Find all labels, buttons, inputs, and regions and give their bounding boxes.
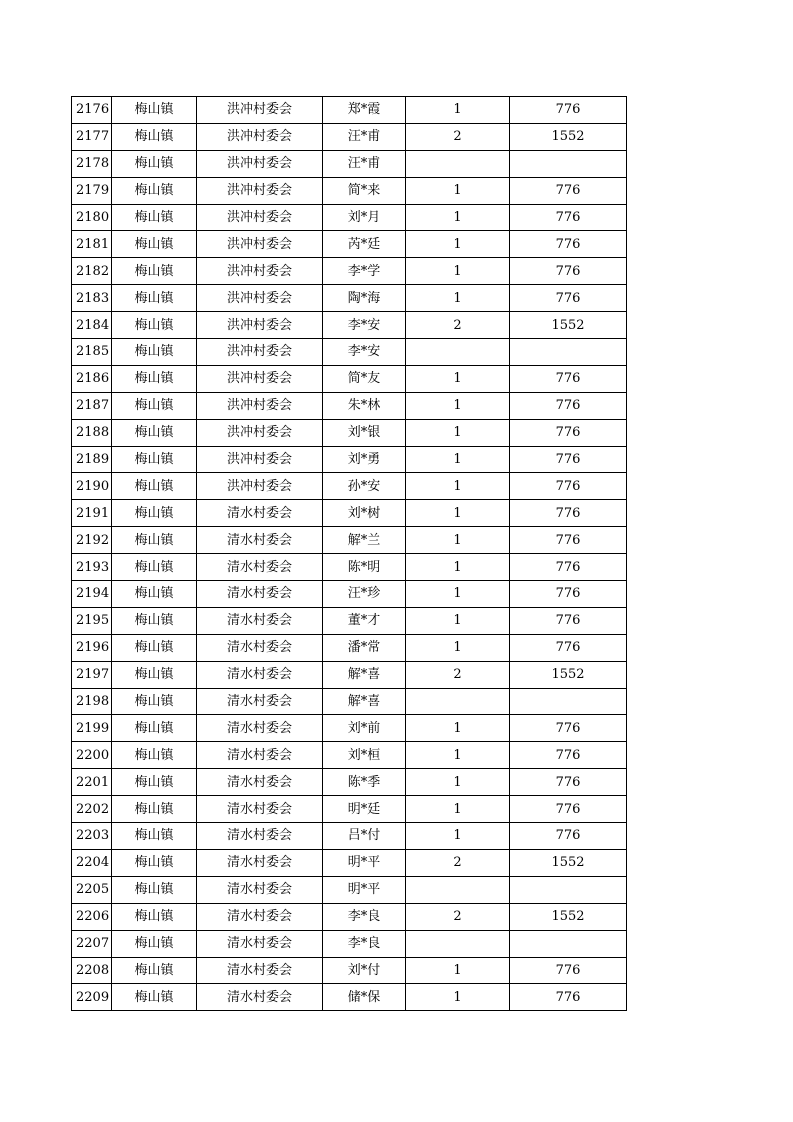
cell-person-name: 解*喜 (323, 661, 406, 688)
table-row (72, 984, 627, 1011)
cell-household-count: 1 (406, 634, 510, 661)
cell-person-name: 刘*月 (323, 204, 406, 231)
cell-amount: 776 (510, 365, 627, 392)
cell-amount: 776 (510, 957, 627, 984)
cell-village-committee: 洪冲村委会 (197, 150, 323, 177)
table-row (72, 285, 627, 312)
cell-town: 梅山镇 (112, 581, 197, 608)
cell-town: 梅山镇 (112, 392, 197, 419)
cell-amount: 1552 (510, 849, 627, 876)
cell-town: 梅山镇 (112, 876, 197, 903)
cell-town: 梅山镇 (112, 849, 197, 876)
cell-town: 梅山镇 (112, 150, 197, 177)
cell-person-name: 刘*付 (323, 957, 406, 984)
cell-person-name: 陶*海 (323, 285, 406, 312)
cell-village-committee: 清水村委会 (197, 634, 323, 661)
cell-household-count: 1 (406, 204, 510, 231)
cell-village-committee: 洪冲村委会 (197, 231, 323, 258)
cell-town: 梅山镇 (112, 419, 197, 446)
cell-person-name: 简*来 (323, 177, 406, 204)
cell-amount: 1552 (510, 312, 627, 339)
cell-household-count: 1 (406, 715, 510, 742)
cell-town: 梅山镇 (112, 634, 197, 661)
cell-amount: 776 (510, 581, 627, 608)
cell-town: 梅山镇 (112, 661, 197, 688)
cell-household-count: 2 (406, 123, 510, 150)
table-row (72, 123, 627, 150)
cell-amount: 776 (510, 769, 627, 796)
cell-town: 梅山镇 (112, 527, 197, 554)
table-row (72, 365, 627, 392)
cell-household-count: 1 (406, 554, 510, 581)
beneficiary-table (71, 96, 627, 1011)
cell-person-name: 明*平 (323, 876, 406, 903)
cell-town: 梅山镇 (112, 930, 197, 957)
cell-person-name: 明*廷 (323, 796, 406, 823)
cell-amount: 776 (510, 285, 627, 312)
cell-town: 梅山镇 (112, 285, 197, 312)
table-row (72, 258, 627, 285)
cell-town: 梅山镇 (112, 984, 197, 1011)
table-row (72, 634, 627, 661)
cell-row-number: 2197 (72, 661, 112, 688)
cell-town: 梅山镇 (112, 446, 197, 473)
cell-household-count: 1 (406, 769, 510, 796)
table-row (72, 527, 627, 554)
cell-household-count (406, 688, 510, 715)
cell-village-committee: 清水村委会 (197, 661, 323, 688)
cell-household-count: 1 (406, 392, 510, 419)
cell-household-count (406, 930, 510, 957)
table-row (72, 607, 627, 634)
cell-amount: 776 (510, 715, 627, 742)
cell-household-count: 2 (406, 661, 510, 688)
cell-town: 梅山镇 (112, 204, 197, 231)
cell-person-name: 陈*明 (323, 554, 406, 581)
cell-village-committee: 洪冲村委会 (197, 419, 323, 446)
table-row (72, 581, 627, 608)
cell-row-number: 2178 (72, 150, 112, 177)
cell-row-number: 2200 (72, 742, 112, 769)
cell-row-number: 2198 (72, 688, 112, 715)
cell-town: 梅山镇 (112, 312, 197, 339)
table-row (72, 500, 627, 527)
cell-village-committee: 洪冲村委会 (197, 204, 323, 231)
cell-household-count: 1 (406, 823, 510, 850)
cell-person-name: 解*兰 (323, 527, 406, 554)
cell-village-committee: 清水村委会 (197, 500, 323, 527)
table-row (72, 554, 627, 581)
cell-amount: 1552 (510, 661, 627, 688)
cell-row-number: 2209 (72, 984, 112, 1011)
cell-row-number: 2189 (72, 446, 112, 473)
cell-town: 梅山镇 (112, 473, 197, 500)
cell-household-count: 1 (406, 446, 510, 473)
cell-household-count (406, 339, 510, 366)
cell-row-number: 2179 (72, 177, 112, 204)
cell-row-number: 2190 (72, 473, 112, 500)
cell-household-count: 1 (406, 796, 510, 823)
cell-row-number: 2193 (72, 554, 112, 581)
table-row (72, 715, 627, 742)
cell-row-number: 2203 (72, 823, 112, 850)
cell-village-committee: 洪冲村委会 (197, 473, 323, 500)
cell-household-count: 2 (406, 849, 510, 876)
cell-amount (510, 930, 627, 957)
table-row (72, 392, 627, 419)
cell-amount: 776 (510, 554, 627, 581)
cell-person-name: 李*安 (323, 339, 406, 366)
cell-village-committee: 清水村委会 (197, 796, 323, 823)
cell-town: 梅山镇 (112, 688, 197, 715)
cell-village-committee: 清水村委会 (197, 957, 323, 984)
cell-row-number: 2192 (72, 527, 112, 554)
cell-person-name: 郑*霞 (323, 97, 406, 124)
cell-row-number: 2181 (72, 231, 112, 258)
cell-household-count: 1 (406, 500, 510, 527)
cell-town: 梅山镇 (112, 607, 197, 634)
cell-village-committee: 清水村委会 (197, 903, 323, 930)
cell-person-name: 刘*桓 (323, 742, 406, 769)
cell-household-count: 1 (406, 957, 510, 984)
cell-village-committee: 清水村委会 (197, 581, 323, 608)
cell-amount: 776 (510, 97, 627, 124)
cell-amount: 776 (510, 204, 627, 231)
cell-row-number: 2184 (72, 312, 112, 339)
cell-amount: 776 (510, 607, 627, 634)
cell-amount (510, 339, 627, 366)
cell-amount: 1552 (510, 123, 627, 150)
table-row (72, 419, 627, 446)
cell-person-name: 李*学 (323, 258, 406, 285)
cell-household-count: 1 (406, 285, 510, 312)
cell-row-number: 2204 (72, 849, 112, 876)
cell-village-committee: 清水村委会 (197, 876, 323, 903)
cell-row-number: 2177 (72, 123, 112, 150)
cell-person-name: 孙*安 (323, 473, 406, 500)
cell-amount: 776 (510, 500, 627, 527)
cell-amount: 776 (510, 231, 627, 258)
cell-amount: 776 (510, 984, 627, 1011)
cell-row-number: 2180 (72, 204, 112, 231)
cell-village-committee: 洪冲村委会 (197, 177, 323, 204)
table-row (72, 957, 627, 984)
cell-town: 梅山镇 (112, 769, 197, 796)
cell-amount: 776 (510, 742, 627, 769)
table-row (72, 769, 627, 796)
cell-amount (510, 688, 627, 715)
table-row (72, 312, 627, 339)
cell-row-number: 2205 (72, 876, 112, 903)
cell-village-committee: 洪冲村委会 (197, 339, 323, 366)
cell-amount: 776 (510, 634, 627, 661)
cell-amount: 776 (510, 419, 627, 446)
cell-row-number: 2185 (72, 339, 112, 366)
cell-row-number: 2188 (72, 419, 112, 446)
cell-household-count: 1 (406, 97, 510, 124)
cell-amount: 776 (510, 392, 627, 419)
cell-person-name: 刘*树 (323, 500, 406, 527)
cell-row-number: 2186 (72, 365, 112, 392)
cell-person-name: 汪*珍 (323, 581, 406, 608)
cell-village-committee: 清水村委会 (197, 527, 323, 554)
cell-household-count: 1 (406, 581, 510, 608)
cell-person-name: 芮*廷 (323, 231, 406, 258)
cell-person-name: 汪*甫 (323, 150, 406, 177)
cell-village-committee: 清水村委会 (197, 930, 323, 957)
cell-household-count: 1 (406, 527, 510, 554)
cell-village-committee: 洪冲村委会 (197, 97, 323, 124)
cell-town: 梅山镇 (112, 554, 197, 581)
cell-person-name: 解*喜 (323, 688, 406, 715)
cell-amount: 776 (510, 796, 627, 823)
cell-row-number: 2191 (72, 500, 112, 527)
cell-household-count: 1 (406, 177, 510, 204)
cell-village-committee: 洪冲村委会 (197, 258, 323, 285)
cell-village-committee: 洪冲村委会 (197, 392, 323, 419)
table-row (72, 473, 627, 500)
cell-village-committee: 洪冲村委会 (197, 285, 323, 312)
cell-person-name: 刘*前 (323, 715, 406, 742)
cell-town: 梅山镇 (112, 365, 197, 392)
cell-village-committee: 洪冲村委会 (197, 123, 323, 150)
cell-row-number: 2202 (72, 796, 112, 823)
table-row (72, 903, 627, 930)
cell-row-number: 2196 (72, 634, 112, 661)
cell-town: 梅山镇 (112, 957, 197, 984)
cell-household-count: 1 (406, 473, 510, 500)
cell-village-committee: 清水村委会 (197, 688, 323, 715)
cell-village-committee: 清水村委会 (197, 607, 323, 634)
cell-amount: 776 (510, 527, 627, 554)
table-row (72, 231, 627, 258)
cell-row-number: 2207 (72, 930, 112, 957)
cell-person-name: 李*良 (323, 930, 406, 957)
cell-household-count: 1 (406, 231, 510, 258)
cell-person-name: 简*友 (323, 365, 406, 392)
table-row (72, 204, 627, 231)
cell-village-committee: 洪冲村委会 (197, 446, 323, 473)
cell-household-count (406, 876, 510, 903)
cell-town: 梅山镇 (112, 500, 197, 527)
cell-village-committee: 清水村委会 (197, 823, 323, 850)
table-row (72, 688, 627, 715)
table-row (72, 796, 627, 823)
cell-person-name: 吕*付 (323, 823, 406, 850)
table-row (72, 661, 627, 688)
cell-amount: 776 (510, 823, 627, 850)
table-row (72, 876, 627, 903)
cell-row-number: 2199 (72, 715, 112, 742)
cell-household-count: 1 (406, 742, 510, 769)
cell-person-name: 陈*季 (323, 769, 406, 796)
cell-person-name: 董*才 (323, 607, 406, 634)
cell-row-number: 2176 (72, 97, 112, 124)
cell-household-count: 1 (406, 258, 510, 285)
cell-town: 梅山镇 (112, 715, 197, 742)
cell-person-name: 刘*勇 (323, 446, 406, 473)
cell-town: 梅山镇 (112, 177, 197, 204)
cell-household-count: 1 (406, 607, 510, 634)
cell-amount (510, 150, 627, 177)
cell-village-committee: 清水村委会 (197, 769, 323, 796)
cell-person-name: 朱*林 (323, 392, 406, 419)
cell-household-count (406, 150, 510, 177)
cell-person-name: 汪*甫 (323, 123, 406, 150)
cell-amount: 776 (510, 177, 627, 204)
cell-village-committee: 清水村委会 (197, 984, 323, 1011)
table-row (72, 150, 627, 177)
cell-town: 梅山镇 (112, 339, 197, 366)
cell-household-count: 1 (406, 984, 510, 1011)
cell-town: 梅山镇 (112, 823, 197, 850)
cell-person-name: 明*平 (323, 849, 406, 876)
table-row (72, 446, 627, 473)
cell-row-number: 2194 (72, 581, 112, 608)
cell-amount: 1552 (510, 903, 627, 930)
cell-row-number: 2208 (72, 957, 112, 984)
cell-town: 梅山镇 (112, 97, 197, 124)
cell-person-name: 李*安 (323, 312, 406, 339)
table-row (72, 930, 627, 957)
table-row (72, 177, 627, 204)
cell-household-count: 1 (406, 419, 510, 446)
table-row (72, 97, 627, 124)
cell-village-committee: 洪冲村委会 (197, 365, 323, 392)
cell-person-name: 李*良 (323, 903, 406, 930)
cell-row-number: 2187 (72, 392, 112, 419)
cell-amount: 776 (510, 446, 627, 473)
cell-row-number: 2182 (72, 258, 112, 285)
cell-town: 梅山镇 (112, 123, 197, 150)
cell-town: 梅山镇 (112, 231, 197, 258)
cell-person-name: 储*保 (323, 984, 406, 1011)
cell-town: 梅山镇 (112, 742, 197, 769)
table-row (72, 823, 627, 850)
cell-person-name: 刘*银 (323, 419, 406, 446)
cell-household-count: 2 (406, 903, 510, 930)
cell-village-committee: 洪冲村委会 (197, 312, 323, 339)
cell-amount: 776 (510, 473, 627, 500)
cell-person-name: 潘*常 (323, 634, 406, 661)
cell-household-count: 1 (406, 365, 510, 392)
table-row (72, 849, 627, 876)
cell-row-number: 2183 (72, 285, 112, 312)
cell-row-number: 2195 (72, 607, 112, 634)
table-row (72, 339, 627, 366)
cell-village-committee: 清水村委会 (197, 554, 323, 581)
cell-amount: 776 (510, 258, 627, 285)
table-row (72, 742, 627, 769)
cell-town: 梅山镇 (112, 796, 197, 823)
cell-town: 梅山镇 (112, 903, 197, 930)
cell-household-count: 2 (406, 312, 510, 339)
table-body (72, 97, 627, 1011)
cell-row-number: 2206 (72, 903, 112, 930)
cell-village-committee: 清水村委会 (197, 742, 323, 769)
cell-row-number: 2201 (72, 769, 112, 796)
cell-village-committee: 清水村委会 (197, 849, 323, 876)
cell-village-committee: 清水村委会 (197, 715, 323, 742)
cell-amount (510, 876, 627, 903)
cell-town: 梅山镇 (112, 258, 197, 285)
